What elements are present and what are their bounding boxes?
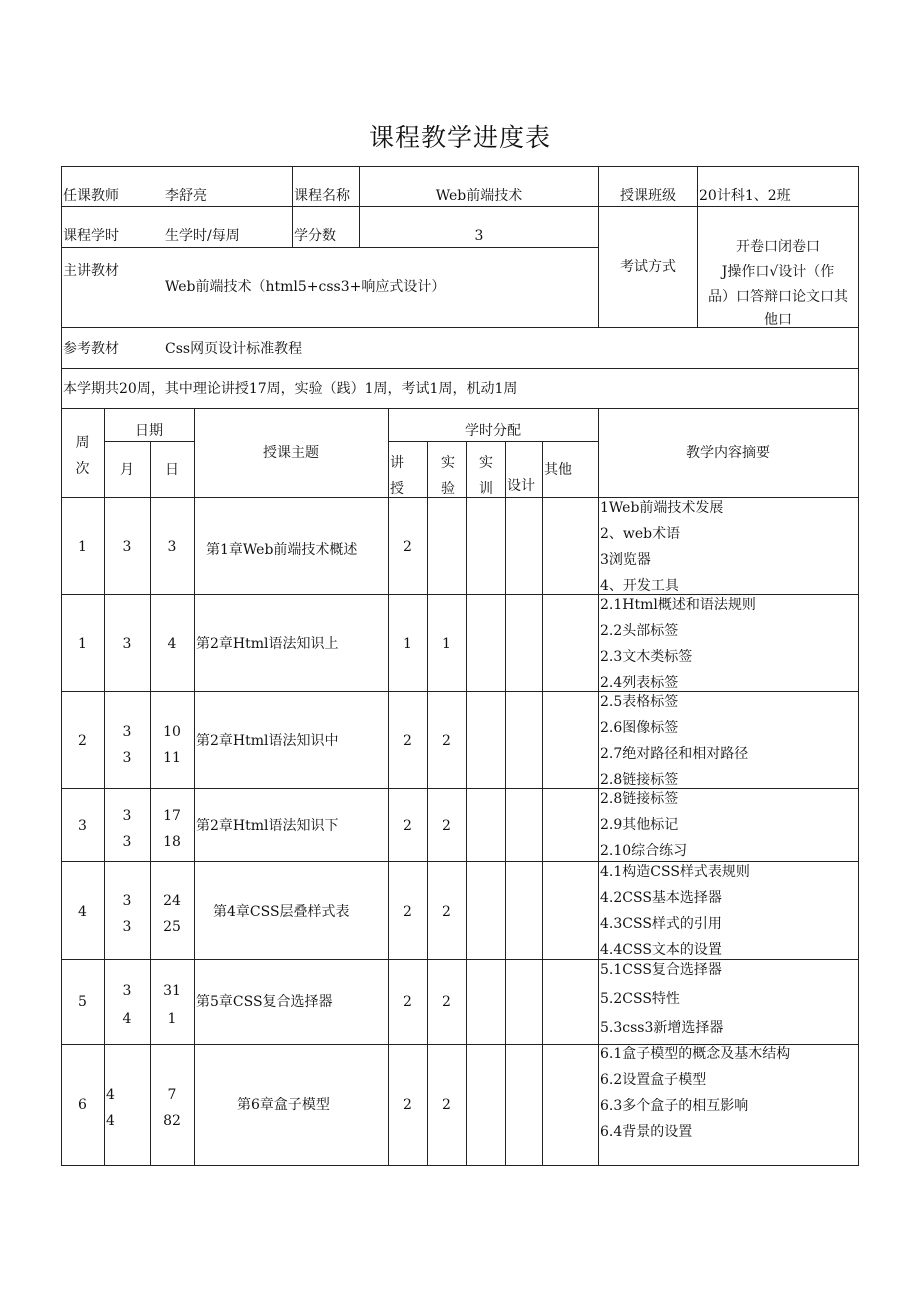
reference-value: Css网页设计标准教程 bbox=[165, 341, 303, 357]
row-month bbox=[104, 803, 150, 855]
row-topic: 第2章Html语法知识中 bbox=[196, 733, 339, 749]
content-item: 2.2头部标签 bbox=[600, 623, 679, 639]
row-day-2: 82 bbox=[163, 1113, 181, 1129]
row-week: 1 bbox=[78, 539, 87, 555]
row-week: 2 bbox=[78, 733, 87, 749]
row-day: 3 bbox=[167, 539, 177, 555]
content-item: 4、开发工具 bbox=[600, 578, 679, 594]
exam-label: 考试方式 bbox=[620, 259, 676, 275]
col-other: 其他 bbox=[544, 462, 572, 478]
content-item: 2.3文木类标签 bbox=[600, 649, 693, 665]
row-content bbox=[600, 1041, 790, 1145]
content-item: 4.1构造CSS样式表规则 bbox=[600, 864, 750, 880]
row-lecture: 2 bbox=[403, 1097, 412, 1113]
row-month: 3 bbox=[122, 539, 132, 555]
row-lecture: 2 bbox=[403, 818, 412, 834]
row-lab: 2 bbox=[442, 818, 451, 834]
col-hours-dist: 学时分配 bbox=[465, 423, 521, 439]
col-day: 日 bbox=[165, 462, 179, 478]
content-item: 5.2CSS特性 bbox=[600, 991, 680, 1007]
content-item: 1Web前端技术发展 bbox=[600, 500, 724, 516]
content-item: 2.10综合练习 bbox=[600, 843, 688, 859]
content-item: 4.3CSS样式的引用 bbox=[600, 916, 722, 932]
col-week bbox=[61, 430, 104, 482]
textbook-label: 主讲教材 bbox=[63, 263, 119, 279]
row-week: 4 bbox=[78, 904, 87, 920]
row-lecture: 2 bbox=[403, 994, 412, 1010]
reference-label: 参考教材 bbox=[63, 341, 119, 357]
content-item: 2.1Html概述和语法规则 bbox=[600, 597, 756, 613]
row-day-2: 25 bbox=[163, 919, 181, 935]
row-lab: 2 bbox=[442, 1097, 451, 1113]
row-day bbox=[150, 888, 194, 940]
col-lecture bbox=[390, 450, 404, 502]
exam-line-1: 开卷口闭卷口 bbox=[736, 239, 820, 255]
semester-summary: 本学期共20周，其中理论讲授17周，实验（践）1周，考试1周，机动1周 bbox=[63, 381, 518, 397]
course-name: Web前端技术 bbox=[435, 188, 523, 204]
col-week-line1: 周 bbox=[75, 435, 90, 451]
textbook-value: Web前端技术（html5+css3+响应式设计） bbox=[165, 279, 446, 295]
col-lab-line2: 验 bbox=[441, 481, 455, 497]
row-lecture: 1 bbox=[403, 636, 412, 652]
exam-line-4: 他口 bbox=[764, 312, 792, 328]
row-month-1: 3 bbox=[122, 893, 132, 909]
content-item: 5.3css3新增选择器 bbox=[600, 1020, 724, 1036]
row-month-2: 4 bbox=[106, 1113, 115, 1129]
teacher-label: 任课教师 bbox=[63, 188, 119, 204]
content-item: 4.2CSS基本选择器 bbox=[600, 890, 722, 906]
row-month: 3 bbox=[122, 636, 132, 652]
row-day bbox=[150, 1082, 194, 1134]
row-day: 4 bbox=[167, 636, 177, 652]
col-training bbox=[479, 450, 493, 502]
row-month-2: 3 bbox=[122, 834, 132, 850]
credits-value: 3 bbox=[474, 228, 484, 244]
content-item: 4.4CSS文本的设置 bbox=[600, 942, 722, 958]
row-day-1: 7 bbox=[167, 1087, 177, 1103]
row-month-2: 3 bbox=[122, 919, 132, 935]
row-day-1: 24 bbox=[163, 893, 181, 909]
row-day bbox=[150, 977, 194, 1033]
row-month-2: 3 bbox=[122, 750, 132, 766]
content-item: 2、web术语 bbox=[600, 526, 681, 542]
row-content bbox=[600, 689, 748, 793]
row-day bbox=[150, 803, 194, 855]
row-lecture: 2 bbox=[403, 904, 412, 920]
col-training-line1: 实 bbox=[479, 455, 493, 471]
col-content: 教学内容摘要 bbox=[686, 445, 770, 461]
content-item: 2.8链接标签 bbox=[600, 772, 679, 788]
row-content bbox=[600, 786, 687, 864]
content-item: 6.1盒子模型的概念及基木结构 bbox=[600, 1046, 791, 1062]
row-day-1: 10 bbox=[163, 724, 181, 740]
row-content bbox=[600, 592, 756, 696]
row-month bbox=[104, 888, 150, 940]
row-topic: 第6章盒子模型 bbox=[237, 1097, 330, 1113]
row-lecture: 2 bbox=[403, 733, 412, 749]
row-day-2: 18 bbox=[163, 834, 181, 850]
col-date: 日期 bbox=[135, 423, 163, 439]
teacher-name: 李舒亮 bbox=[165, 188, 207, 204]
exam-line-2: J操作口√设计（作 bbox=[721, 264, 835, 280]
row-day-2: 1 bbox=[167, 1011, 177, 1027]
row-content bbox=[600, 956, 723, 1043]
row-month bbox=[104, 719, 150, 771]
row-month-1: 3 bbox=[122, 983, 132, 999]
content-item: 2.7绝对路径和相对路径 bbox=[600, 746, 749, 762]
row-week: 6 bbox=[78, 1097, 87, 1113]
row-week: 5 bbox=[78, 994, 87, 1010]
row-week: 3 bbox=[78, 818, 87, 834]
col-lab bbox=[441, 450, 455, 502]
content-item: 2.6图像标签 bbox=[600, 720, 679, 736]
row-week: 1 bbox=[78, 636, 87, 652]
row-month bbox=[104, 977, 150, 1033]
content-item: 6.3多个盒子的相互影响 bbox=[600, 1098, 749, 1114]
row-lecture: 2 bbox=[403, 539, 412, 555]
credits-label: 学分数 bbox=[294, 228, 336, 244]
row-lab: 2 bbox=[442, 904, 451, 920]
row-topic: 第4章CSS层叠样式表 bbox=[213, 904, 350, 920]
col-lecture-line1: 讲 bbox=[390, 455, 404, 471]
row-month-1: 3 bbox=[122, 724, 132, 740]
row-topic: 第2章Html语法知识上 bbox=[196, 636, 339, 652]
row-month-2: 4 bbox=[122, 1011, 132, 1027]
row-day bbox=[150, 719, 194, 771]
class-name: 20计科1、2班 bbox=[699, 188, 791, 204]
row-lab: 2 bbox=[442, 994, 451, 1010]
content-item: 2.4列表标签 bbox=[600, 675, 679, 691]
exam-line-3: 品）口答辩口论文口其 bbox=[708, 289, 848, 305]
row-topic: 第2章Html语法知识下 bbox=[196, 818, 339, 834]
row-day-1: 31 bbox=[163, 983, 181, 999]
exam-options bbox=[698, 235, 858, 333]
col-design: 设计 bbox=[507, 478, 535, 494]
col-training-line2: 训 bbox=[479, 481, 493, 497]
row-lab: 1 bbox=[442, 636, 451, 652]
row-lab: 2 bbox=[442, 733, 451, 749]
col-lecture-line2: 授 bbox=[390, 481, 404, 497]
row-topic: 第1章Web前端技术概述 bbox=[206, 542, 358, 558]
row-topic: 第5章CSS复合选择器 bbox=[196, 994, 333, 1010]
content-item: 3浏览器 bbox=[600, 552, 651, 568]
row-day-1: 17 bbox=[163, 808, 181, 824]
row-month-1: 4 bbox=[106, 1087, 115, 1103]
col-lab-line1: 实 bbox=[441, 455, 455, 471]
row-content bbox=[600, 859, 750, 963]
content-item: 6.2设置盒子模型 bbox=[600, 1072, 707, 1088]
class-label: 授课班级 bbox=[620, 188, 676, 204]
hours-label: 课程学时 bbox=[63, 228, 119, 244]
content-item: 5.1CSS复合选择器 bbox=[600, 962, 722, 978]
hours-value: 生学时/每周 bbox=[165, 228, 240, 244]
col-week-line2: 次 bbox=[75, 461, 90, 477]
content-item: 2.5表格标签 bbox=[600, 694, 679, 710]
content-item: 2.9其他标记 bbox=[600, 817, 679, 833]
row-month-1: 3 bbox=[122, 808, 132, 824]
page-title: 课程教学进度表 bbox=[368, 123, 551, 152]
content-item: 6.4背景的设置 bbox=[600, 1124, 693, 1140]
content-item: 2.8链接标签 bbox=[600, 791, 679, 807]
row-month bbox=[106, 1082, 115, 1134]
col-topic: 授课主题 bbox=[263, 445, 319, 461]
row-content bbox=[600, 495, 723, 599]
col-month: 月 bbox=[120, 462, 134, 478]
course-label: 课程名称 bbox=[294, 188, 350, 204]
schedule-table bbox=[61, 166, 859, 1166]
row-day-2: 11 bbox=[163, 750, 181, 766]
